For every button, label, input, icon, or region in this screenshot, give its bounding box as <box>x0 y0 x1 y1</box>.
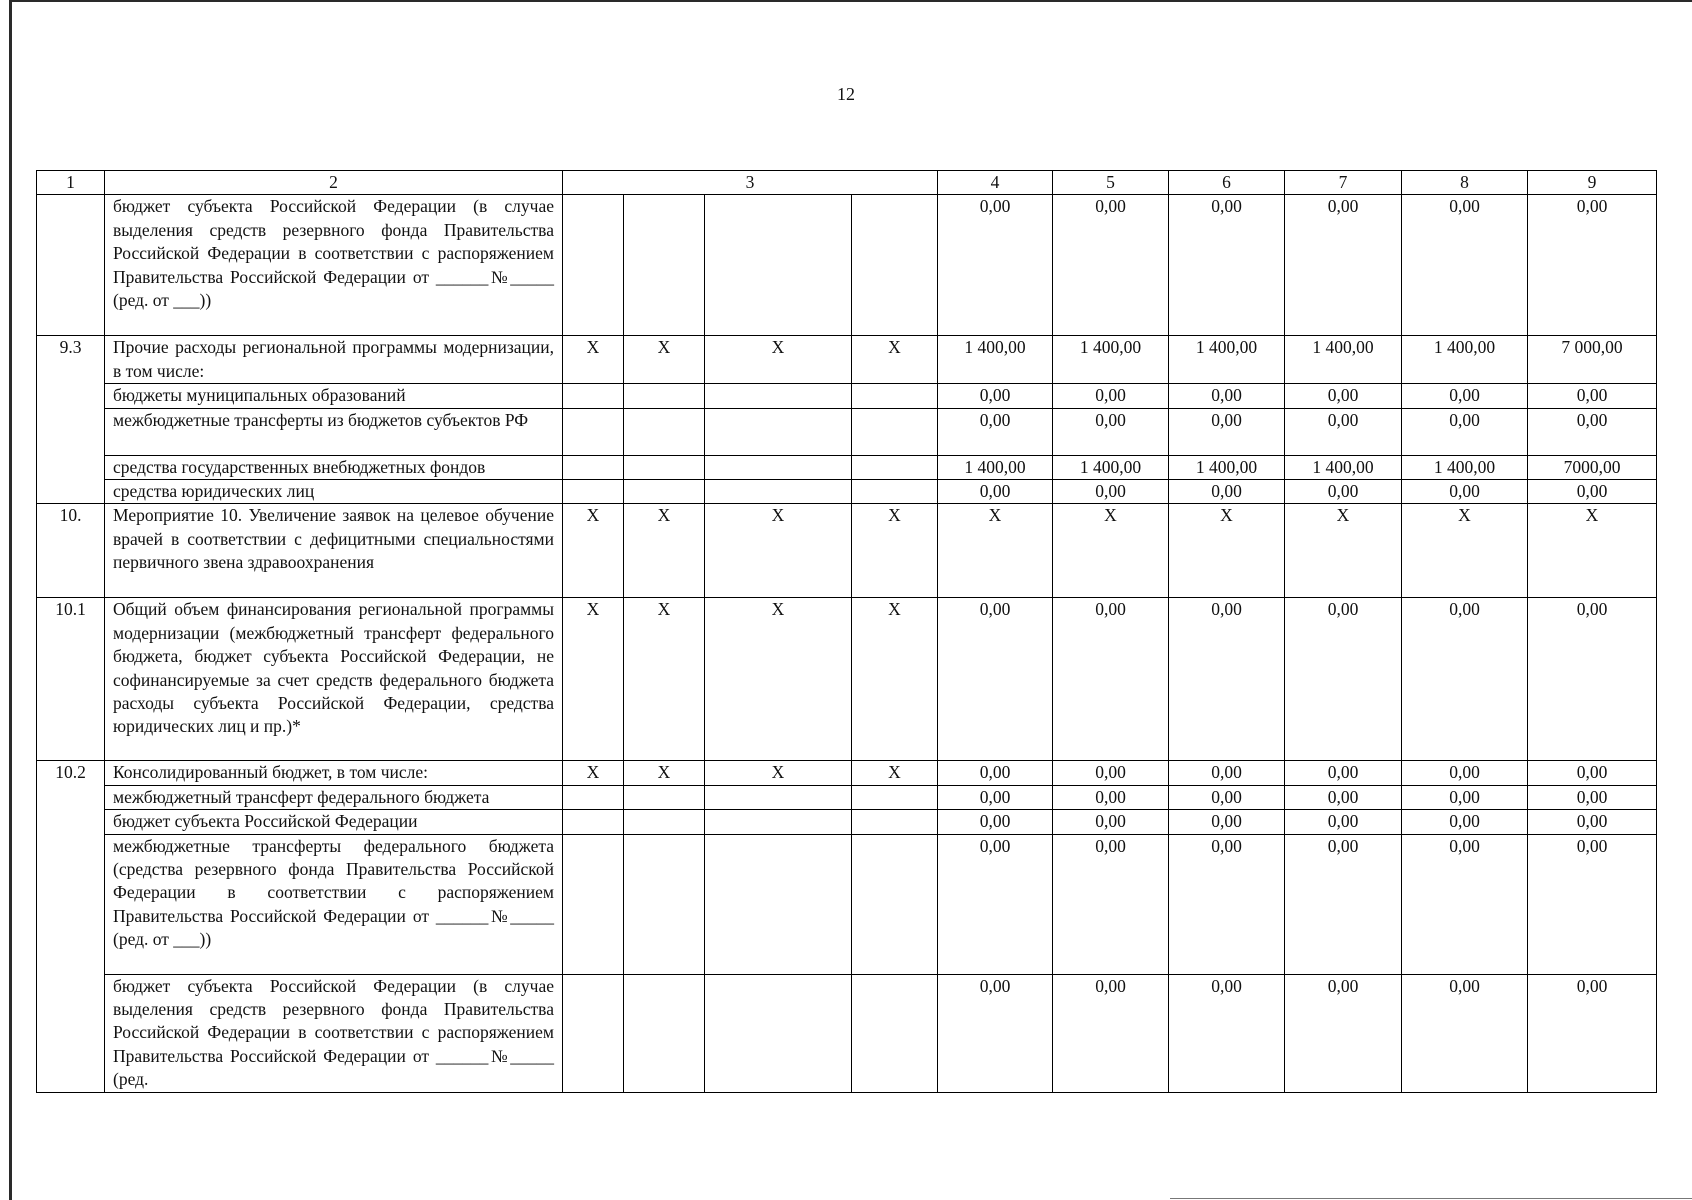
header-cell: 4 <box>938 171 1053 195</box>
row-number-cell: 10.1 <box>37 598 105 761</box>
value-cell: X <box>1402 504 1528 598</box>
row-description: межбюджетные трансферты федерального бюджета (средства резервного фонда Правительства Российской Федерации в соответствии с распоряжением Правительства Российской Федерации от ______№_____ (ред. от ___)) <box>105 834 563 974</box>
value-cell: 0,00 <box>1285 810 1402 834</box>
mark-cell: X <box>852 336 938 384</box>
empty-cell <box>624 195 705 336</box>
value-cell: 0,00 <box>1285 761 1402 785</box>
row-description: Консолидированный бюджет, в том числе: <box>105 761 563 785</box>
empty-cell <box>852 480 938 504</box>
value-cell: 0,00 <box>1402 384 1528 408</box>
value-cell: 0,00 <box>1053 408 1169 455</box>
empty-cell <box>852 195 938 336</box>
value-cell: 1 400,00 <box>1402 336 1528 384</box>
value-cell: 0,00 <box>1169 834 1285 974</box>
value-cell: 1 400,00 <box>1402 455 1528 479</box>
value-cell: 1 400,00 <box>938 336 1053 384</box>
row-description: бюджеты муниципальных образований <box>105 384 563 408</box>
value-cell: 1 400,00 <box>1285 455 1402 479</box>
table-row <box>37 785 1657 809</box>
value-cell: 0,00 <box>1053 195 1169 336</box>
table-row <box>37 761 1657 785</box>
empty-cell <box>563 195 624 336</box>
empty-cell <box>705 785 852 809</box>
header-cell: 3 <box>563 171 938 195</box>
value-cell: 0,00 <box>1402 834 1528 974</box>
row-description: бюджет субъекта Российской Федерации (в случае выделения средств резервного фонда Правительства Российской Федерации в соответствии с распоряжением Правительства Российской Федерации от ______№_____ (ред. от ___)) <box>105 195 563 336</box>
empty-cell <box>852 408 938 455</box>
value-cell: 0,00 <box>938 195 1053 336</box>
value-cell: 0,00 <box>1285 598 1402 761</box>
table-row <box>37 195 1657 336</box>
value-cell: 0,00 <box>1402 480 1528 504</box>
empty-cell <box>705 834 852 974</box>
empty-cell <box>705 195 852 336</box>
value-cell: X <box>1528 504 1657 598</box>
value-cell: 0,00 <box>1169 810 1285 834</box>
table-row <box>37 336 1657 384</box>
value-cell: X <box>1053 504 1169 598</box>
empty-cell <box>852 834 938 974</box>
value-cell: 1 400,00 <box>1169 336 1285 384</box>
value-cell: 0,00 <box>938 598 1053 761</box>
header-cell: 5 <box>1053 171 1169 195</box>
table-row <box>37 480 1657 504</box>
value-cell: 0,00 <box>938 384 1053 408</box>
empty-cell <box>852 974 938 1092</box>
empty-cell <box>705 455 852 479</box>
mark-cell: X <box>705 761 852 785</box>
value-cell: 0,00 <box>1169 974 1285 1092</box>
row-description: межбюджетный трансферт федерального бюджета <box>105 785 563 809</box>
row-description: Прочие расходы региональной программы модернизации, в том числе: <box>105 336 563 384</box>
mark-cell: X <box>705 598 852 761</box>
mark-cell: X <box>563 336 624 384</box>
empty-cell <box>852 785 938 809</box>
value-cell: 0,00 <box>1402 761 1528 785</box>
empty-cell <box>705 810 852 834</box>
empty-cell <box>563 785 624 809</box>
empty-cell <box>563 480 624 504</box>
row-number-cell <box>37 195 105 336</box>
row-number-cell: 10. <box>37 504 105 598</box>
header-cell: 1 <box>37 171 105 195</box>
table-row <box>37 408 1657 455</box>
value-cell: X <box>938 504 1053 598</box>
page-left-edge <box>9 0 12 1200</box>
value-cell: 0,00 <box>1402 408 1528 455</box>
value-cell: 0,00 <box>1169 480 1285 504</box>
header-cell: 7 <box>1285 171 1402 195</box>
table-row <box>37 810 1657 834</box>
value-cell: 0,00 <box>938 834 1053 974</box>
value-cell: 0,00 <box>1169 195 1285 336</box>
value-cell: 0,00 <box>1169 384 1285 408</box>
row-number-cell: 10.2 <box>37 761 105 1092</box>
value-cell: X <box>1169 504 1285 598</box>
value-cell: 0,00 <box>938 974 1053 1092</box>
value-cell: 7000,00 <box>1528 455 1657 479</box>
empty-cell <box>624 384 705 408</box>
value-cell: 0,00 <box>1528 480 1657 504</box>
table-row <box>37 974 1657 1092</box>
empty-cell <box>852 455 938 479</box>
empty-cell <box>852 810 938 834</box>
value-cell: 0,00 <box>1285 384 1402 408</box>
value-cell: 0,00 <box>1053 834 1169 974</box>
empty-cell <box>563 455 624 479</box>
table-row <box>37 598 1657 761</box>
value-cell: 0,00 <box>1402 598 1528 761</box>
mark-cell: X <box>563 598 624 761</box>
value-cell: 0,00 <box>1528 761 1657 785</box>
value-cell: 0,00 <box>938 785 1053 809</box>
page-bottom-line <box>1170 1198 1692 1199</box>
value-cell: 0,00 <box>1169 598 1285 761</box>
value-cell: 0,00 <box>1402 810 1528 834</box>
mark-cell: X <box>705 336 852 384</box>
mark-cell: X <box>624 336 705 384</box>
header-cell: 9 <box>1528 171 1657 195</box>
value-cell: 0,00 <box>1528 598 1657 761</box>
value-cell: 0,00 <box>1285 974 1402 1092</box>
value-cell: 0,00 <box>1285 195 1402 336</box>
value-cell: 0,00 <box>1053 384 1169 408</box>
mark-cell: X <box>624 761 705 785</box>
mark-cell: X <box>705 504 852 598</box>
value-cell: 1 400,00 <box>1053 455 1169 479</box>
value-cell: 0,00 <box>938 810 1053 834</box>
table-row <box>37 834 1657 974</box>
empty-cell <box>624 834 705 974</box>
row-description: межбюджетные трансферты из бюджетов субъектов РФ <box>105 408 563 455</box>
mark-cell: X <box>852 761 938 785</box>
value-cell: X <box>1285 504 1402 598</box>
empty-cell <box>563 408 624 455</box>
row-description: средства государственных внебюджетных фондов <box>105 455 563 479</box>
page-number: 12 <box>837 84 855 104</box>
empty-cell <box>563 384 624 408</box>
row-number-cell: 9.3 <box>37 336 105 504</box>
empty-cell <box>852 384 938 408</box>
value-cell: 0,00 <box>1053 598 1169 761</box>
row-description: Общий объем финансирования региональной программы модернизации (межбюджетный трансферт федерального бюджета, бюджет субъекта Российской Федерации, не софинансируемые за счет средств федерального бюджета расходы субъекта Российской Федерации, средства юридических лиц и пр.)* <box>105 598 563 761</box>
value-cell: 0,00 <box>1528 195 1657 336</box>
value-cell: 0,00 <box>1528 810 1657 834</box>
header-cell: 8 <box>1402 171 1528 195</box>
value-cell: 0,00 <box>1285 480 1402 504</box>
value-cell: 0,00 <box>1402 195 1528 336</box>
header-cell: 2 <box>105 171 563 195</box>
mark-cell: X <box>852 598 938 761</box>
empty-cell <box>624 455 705 479</box>
value-cell: 0,00 <box>1528 408 1657 455</box>
page-top-edge <box>9 0 1692 2</box>
row-description: Мероприятие 10. Увеличение заявок на целевое обучение врачей в соответствии с дефицитными специальностями первичного звена здравоохранения <box>105 504 563 598</box>
table-row <box>37 504 1657 598</box>
mark-cell: X <box>624 504 705 598</box>
empty-cell <box>624 785 705 809</box>
empty-cell <box>563 834 624 974</box>
value-cell: 0,00 <box>1528 384 1657 408</box>
value-cell: 0,00 <box>1053 480 1169 504</box>
table-row <box>37 455 1657 479</box>
value-cell: 0,00 <box>1528 785 1657 809</box>
value-cell: 0,00 <box>1169 761 1285 785</box>
value-cell: 0,00 <box>1285 785 1402 809</box>
value-cell: 0,00 <box>1053 761 1169 785</box>
value-cell: 0,00 <box>1169 408 1285 455</box>
row-description: бюджет субъекта Российской Федерации <box>105 810 563 834</box>
value-cell: 0,00 <box>1053 810 1169 834</box>
table-row <box>37 384 1657 408</box>
row-description: средства юридических лиц <box>105 480 563 504</box>
value-cell: 1 400,00 <box>1053 336 1169 384</box>
empty-cell <box>624 810 705 834</box>
mark-cell: X <box>563 761 624 785</box>
empty-cell <box>563 810 624 834</box>
mark-cell: X <box>563 504 624 598</box>
value-cell: 1 400,00 <box>938 455 1053 479</box>
value-cell: 0,00 <box>938 408 1053 455</box>
value-cell: 1 400,00 <box>1285 336 1402 384</box>
value-cell: 0,00 <box>1169 785 1285 809</box>
empty-cell <box>705 974 852 1092</box>
value-cell: 0,00 <box>938 480 1053 504</box>
mark-cell: X <box>624 598 705 761</box>
value-cell: 1 400,00 <box>1169 455 1285 479</box>
value-cell: 0,00 <box>1053 974 1169 1092</box>
value-cell: 7 000,00 <box>1528 336 1657 384</box>
value-cell: 0,00 <box>1053 785 1169 809</box>
empty-cell <box>624 480 705 504</box>
value-cell: 0,00 <box>1285 408 1402 455</box>
value-cell: 0,00 <box>1285 834 1402 974</box>
value-cell: 0,00 <box>938 761 1053 785</box>
row-description: бюджет субъекта Российской Федерации (в случае выделения средств резервного фонда Правительства Российской Федерации в соответствии с распоряжением Правительства Российской Федерации от ______№_____ (ред. <box>105 974 563 1092</box>
value-cell: 0,00 <box>1528 834 1657 974</box>
value-cell: 0,00 <box>1402 785 1528 809</box>
mark-cell: X <box>852 504 938 598</box>
header-cell: 6 <box>1169 171 1285 195</box>
financing-table <box>36 170 1657 1093</box>
empty-cell <box>624 408 705 455</box>
empty-cell <box>624 974 705 1092</box>
empty-cell <box>705 408 852 455</box>
value-cell: 0,00 <box>1528 974 1657 1092</box>
empty-cell <box>563 974 624 1092</box>
value-cell: 0,00 <box>1402 974 1528 1092</box>
empty-cell <box>705 384 852 408</box>
table-header-row <box>37 171 1657 195</box>
empty-cell <box>705 480 852 504</box>
